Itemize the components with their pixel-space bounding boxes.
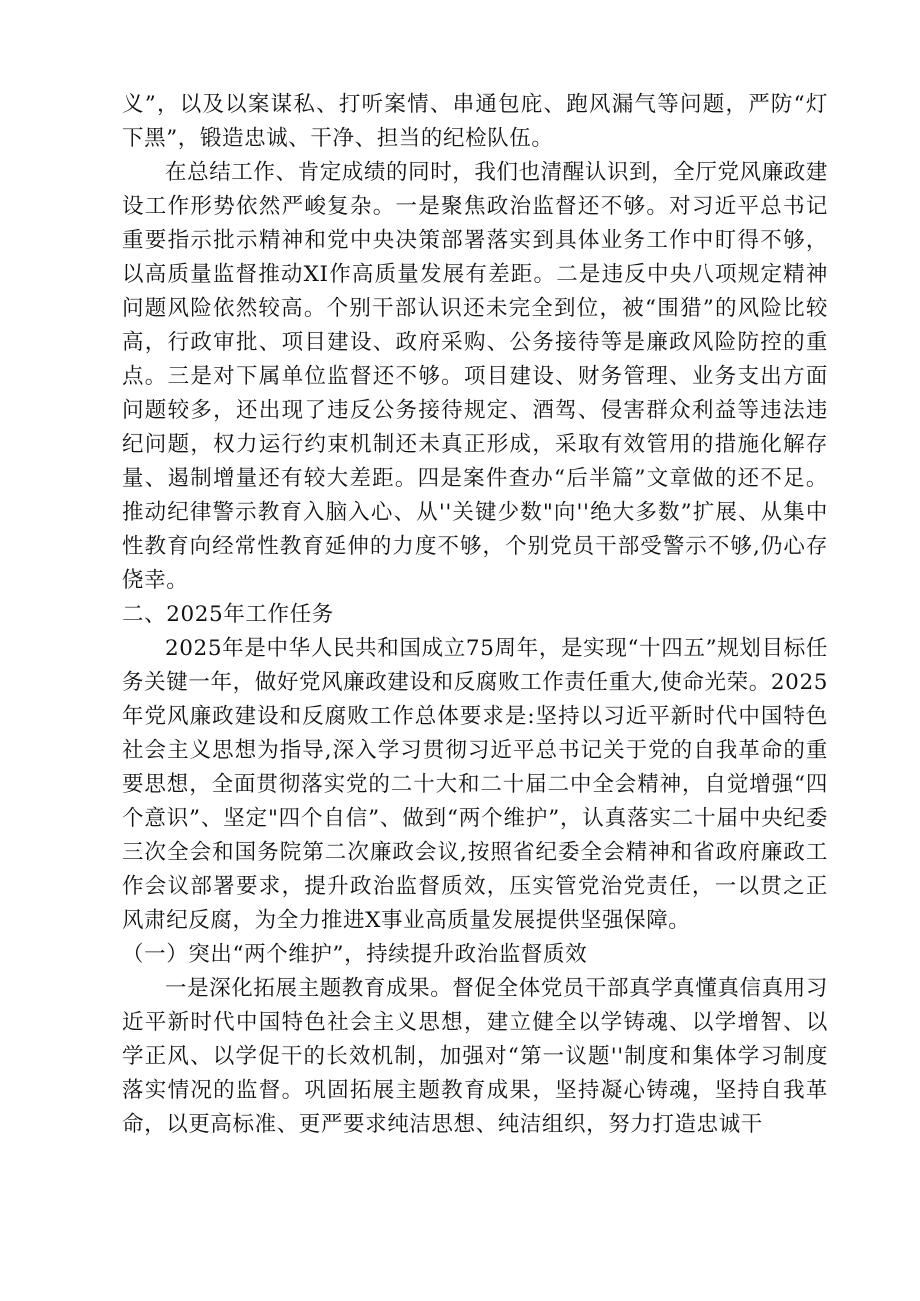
paragraph-continuation: 义”，以及以案谋私、打听案情、串通包庇、跑风漏气等问题，严防“灯下黑”，锻造忠诚、干净、担当的纪检队伍。 xyxy=(122,92,828,151)
subsection-heading-1: （一）突出“两个维护”，持续提升政治监督质效 xyxy=(122,942,588,967)
document-body xyxy=(122,88,828,1142)
paragraph-item-1: 一是深化拓展主题教育成果。督促全体党员干部真学真懂真信真用习近平新时代中国特色社会主义思想，建立健全以学铸魂、以学增智、以学正风、以学促干的长效机制，加强对“第一议题''制度和集体学习制度落实情况的监督。巩固拓展主题教育成果，坚持凝心铸魂，坚持自我革命，以更高标准、更严要求纯洁思想、纯洁组织，努力打造忠诚干 xyxy=(122,976,829,1137)
paragraph-problems: 在总结工作、肯定成绩的同时，我们也清醒认识到，全厅党风廉政建设工作形势依然严峻复杂。一是聚焦政治监督还不够。对习近平总书记重要指示批示精神和党中央决策部署落实到具体业务工作中盯得不够，以高质量监督推动XI作高质量发展有差距。二是违反中央八项规定精神问题风险依然较高。个别干部认识还未完全到位，被“围猎”的风险比较高，行政审批、项目建设、政府采购、公务接待等是廉政风险防控的重点。三是对下属单位监督还不够。项目建设、财务管理、业务支出方面问题较多，还出现了违反公务接待规定、酒驾、侵害群众利益等违法违纪问题，权力运行约束机制还未真正形成，采取有效管用的措施化解存量、遏制增量还有较大差距。四是案件查办“后半篇”文章做的还不足。推动纪律警示教育入脑入心、从''关键少数"向''绝大多数”扩展、从集中性教育向经常性教育延伸的力度不够，个别党员干部受警示不够,仍心存侥幸。 xyxy=(122,160,829,593)
section-heading-2025-tasks: 二、2025年工作任务 xyxy=(122,602,334,627)
paragraph-overall-requirements: 2025年是中华人民共和国成立75周年，是实现“十四五”规划目标任务关键一年，做好党风廉政建设和反腐败工作责任重大,使命光荣。2025年党风廉政建设和反腐败工作总体要求是:坚持以习近平新时代中国特色社会主义思想为指导,深入学习贯彻习近平总书记关于党的自我革命的重要思想，全面贯彻落实党的二十大和二十届二中全会精神，自觉增强“四个意识”、坚定"四个自信”、做到“两个维护”，认真落实二十届中央纪委三次全会和国务院第二次廉政会议,按照省纪委全会精神和省政府廉政工作会议部署要求，提升政治监督质效，压实管党治党责任，一以贯之正风肃纪反腐，为全力推进X事业高质量发展提供坚强保障。 xyxy=(122,636,828,933)
